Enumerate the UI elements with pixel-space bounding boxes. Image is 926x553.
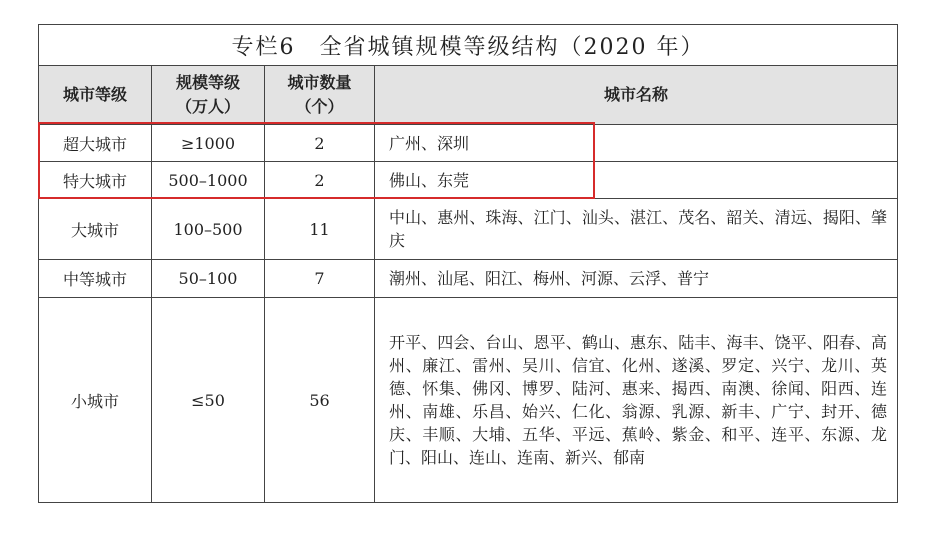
cell-scale: 100–500	[152, 199, 265, 260]
cell-count: 11	[265, 199, 375, 260]
cell-scale: 50–100	[152, 260, 265, 298]
table-row	[39, 199, 898, 260]
header-city-level: 城市等级	[39, 66, 152, 125]
cell-scale: ≤50	[152, 298, 265, 503]
table-row	[39, 125, 898, 162]
cell-count: 2	[265, 162, 375, 199]
cell-names: 中山、惠州、珠海、江门、汕头、湛江、茂名、韶关、清远、揭阳、肇庆	[375, 199, 898, 260]
header-scale-line1: 规模等级	[175, 73, 240, 92]
header-count-line1: 城市数量	[287, 73, 352, 92]
cell-scale: 500–1000	[152, 162, 265, 199]
cell-level: 大城市	[39, 199, 152, 260]
cell-level: 中等城市	[39, 260, 152, 298]
header-scale	[152, 66, 265, 125]
cell-level: 小城市	[39, 298, 152, 503]
cell-names: 佛山、东莞	[375, 162, 898, 199]
cell-names: 开平、四会、台山、恩平、鹤山、惠东、陆丰、海丰、饶平、阳春、高州、廉江、雷州、吴川、信宜、化州、遂溪、罗定、兴宁、龙川、英德、怀集、佛冈、博罗、陆河、惠来、揭西、南澳、徐闻、阳西、连州、南雄、乐昌、始兴、仁化、翁源、乳源、新丰、广宁、封开、德庆、丰顺、大埔、五华、平远、蕉岭、紫金、和平、连平、东源、龙门、阳山、连山、连南、新兴、郁南	[375, 298, 898, 503]
header-count-line2: （个）	[295, 97, 344, 116]
header-city-names: 城市名称	[375, 66, 898, 125]
header-count	[265, 66, 375, 125]
table-row	[39, 298, 898, 503]
header-scale-line2: （万人）	[175, 97, 240, 116]
cell-count: 2	[265, 125, 375, 162]
cell-level: 超大城市	[39, 125, 152, 162]
cell-scale: ≥1000	[152, 125, 265, 162]
city-scale-table	[38, 24, 898, 503]
cell-count: 7	[265, 260, 375, 298]
table-row	[39, 260, 898, 298]
cell-names: 潮州、汕尾、阳江、梅州、河源、云浮、普宁	[375, 260, 898, 298]
cell-count: 56	[265, 298, 375, 503]
city-scale-table-container	[38, 24, 897, 503]
header-row	[39, 66, 898, 125]
cell-names: 广州、深圳	[375, 125, 898, 162]
cell-level: 特大城市	[39, 162, 152, 199]
table-title: 专栏6 全省城镇规模等级结构（2020 年）	[39, 25, 898, 66]
table-row	[39, 162, 898, 199]
